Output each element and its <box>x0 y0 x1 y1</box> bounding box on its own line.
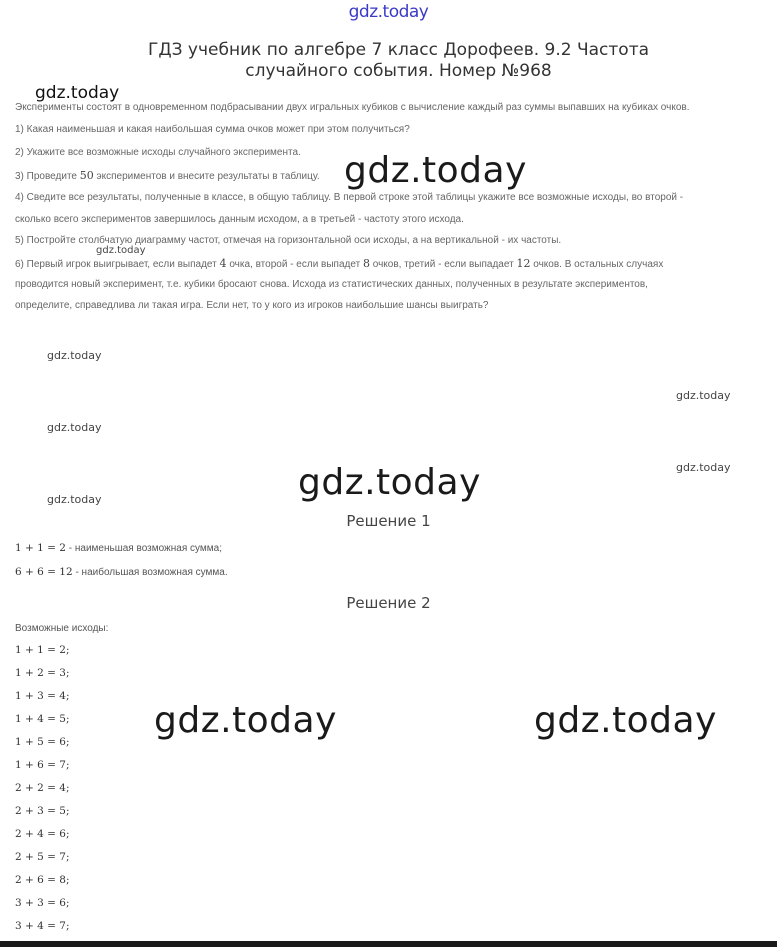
watermark: gdz.today <box>298 462 481 503</box>
list-item: 2 + 5 = 7; <box>15 851 70 863</box>
page-title <box>0 40 777 82</box>
list-item: 1 + 1 = 2; <box>15 644 70 656</box>
watermark: gdz.today <box>676 461 731 474</box>
list-item: 1 + 2 = 3; <box>15 667 70 679</box>
task-q2: 2) Укажите все возможные исходы случайного эксперимента. <box>15 147 301 158</box>
task-q6-line3: определите, справедлива ли такая игра. Если нет, то у кого из игроков наибольшие шансы выиграть? <box>15 300 489 311</box>
solution1-heading: Решение 1 <box>346 512 431 530</box>
bottom-bar <box>0 941 777 947</box>
watermark: gdz.today <box>676 389 731 402</box>
task-q1: 1) Какая наименьшая и какая наибольшая сумма очков может при этом получиться? <box>15 124 410 135</box>
watermark: gdz.today <box>344 150 527 191</box>
list-item: 1 + 3 = 4; <box>15 690 70 702</box>
task-q6-line1: 6) Первый игрок выигрывает, если выпадет 4 очка, второй - если выпадет 8 очков, третий - если выпадает 12 очков. В остальных случаях <box>15 257 664 270</box>
list-item: 1 + 5 = 6; <box>15 736 70 748</box>
task-intro: Эксперименты состоят в одновременном подбрасывании двух игральных кубиков с вычисление каждый раз суммы выпавших на кубиках очков. <box>15 102 690 113</box>
page-title-line2: случайного события. Номер №968 <box>245 61 552 81</box>
task-q3: 3) Проведите 50 экспериментов и внесите результаты в таблицу. <box>15 169 320 182</box>
watermark: gdz.today <box>154 700 337 741</box>
watermark: gdz.today <box>35 83 120 103</box>
watermark: gdz.today <box>47 493 102 506</box>
task-q4-line2: сколько всего экспериментов завершилось данным исходом, а в третьей - частоту этого исхода. <box>15 214 464 225</box>
site-logo[interactable]: gdz.today <box>348 2 429 22</box>
watermark: gdz.today <box>47 349 102 362</box>
list-item: 2 + 4 = 6; <box>15 828 70 840</box>
list-item: 3 + 4 = 7; <box>15 920 70 932</box>
list-item: 2 + 6 = 8; <box>15 874 70 886</box>
solution1-line2: 6 + 6 = 12 - наибольшая возможная сумма. <box>15 566 228 578</box>
list-item: 1 + 6 = 7; <box>15 759 70 771</box>
task-q6-line2: проводится новый эксперимент, т.е. кубики бросают снова. Исхода из статистических данных, полученных в результате экспериментов, <box>15 279 648 290</box>
list-item: 1 + 4 = 5; <box>15 713 70 725</box>
list-item: 2 + 3 = 5; <box>15 805 70 817</box>
watermark: gdz.today <box>534 700 717 741</box>
task-q5: 5) Постройте столбчатую диаграмму частот, отмечая на горизонтальной оси исходы, а на вертикальной - их частоты. <box>15 235 562 246</box>
watermark: gdz.today <box>96 245 146 256</box>
task-q4-line1: 4) Сведите все результаты, полученные в классе, в общую таблицу. В первой строке этой таблицы укажите все возможные исходы, во второй - <box>15 192 684 203</box>
watermark: gdz.today <box>47 421 102 434</box>
solution1-line1: 1 + 1 = 2 - наименьшая возможная сумма; <box>15 542 223 554</box>
solution2-intro: Возможные исходы: <box>15 623 109 634</box>
solution2-heading: Решение 2 <box>346 594 431 612</box>
list-item: 2 + 2 = 4; <box>15 782 70 794</box>
list-item: 3 + 3 = 6; <box>15 897 70 909</box>
page-title-line1: ГДЗ учебник по алгебре 7 класс Дорофеев. 9.2 Частота <box>147 40 650 60</box>
